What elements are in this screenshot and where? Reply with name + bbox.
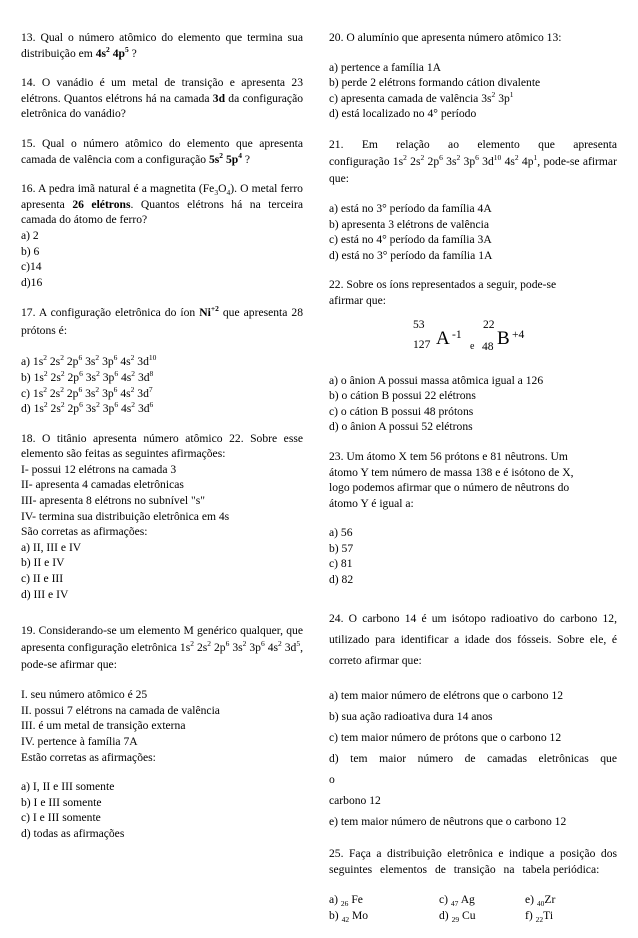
q16-line1a: 16. A pedra imã natural é a magnetita (Fe <box>21 182 215 196</box>
ion-b-symbol: B <box>497 327 510 349</box>
q25-b-symbol: Mo <box>351 908 369 922</box>
ion-a-mass-number: 127 <box>413 337 431 351</box>
q17-ion: Ni <box>199 306 211 320</box>
question-22 <box>329 277 617 435</box>
q24-option-d-cont: carbono 12 <box>329 793 381 807</box>
q25-a-symbol: Fe <box>351 892 363 906</box>
q16-option-a: a) 2 <box>21 228 39 242</box>
q18-item-3: III- apresenta 8 elétrons no subnível "s" <box>21 494 205 508</box>
q19-line2-exp: 2 <box>190 639 194 649</box>
q18-stem <box>21 431 303 462</box>
q14-line2c: da <box>228 91 240 105</box>
q18-item-1: I- possui 12 elétrons na camada 3 <box>21 462 177 476</box>
q16-line2c: . Quantos elétrons há na <box>130 197 261 211</box>
q20-option-d: d) está localizado no 4° período <box>329 107 477 121</box>
q17-option-b-exp: 8 <box>149 368 154 378</box>
q23-line1: 23. Um átomo X tem 56 prótons e 81 nêutrons. Um <box>329 449 568 463</box>
question-13 <box>21 30 303 61</box>
q20-stem: 20. O alumínio que apresenta número atômico 13: <box>329 31 562 44</box>
q25-d-label: d) <box>439 908 449 922</box>
q14-line3: configuração eletrônica do vanádio? <box>21 91 304 121</box>
q16-line1b: O <box>218 182 227 196</box>
q22-option-c: c) o cátion B possui 48 prótons <box>329 404 474 418</box>
ion-conjunction: e <box>470 340 475 352</box>
q22-option-b: b) o cátion B possui 22 elétrons <box>329 389 476 403</box>
q15-end: ? <box>244 152 251 166</box>
q15-exp2: 4 <box>238 150 242 160</box>
q16-line2a: ferro apresenta <box>21 182 303 211</box>
q24-option-e: e) tem maior número de nêutrons que o carbono 12 <box>329 814 567 828</box>
q25-element-d <box>439 908 476 924</box>
q25-element-c <box>439 892 475 908</box>
q18-instruction: São corretas as afirmações: <box>21 525 148 539</box>
ion-a-symbol: A <box>436 327 450 349</box>
q16-option-c: c)14 <box>21 260 42 274</box>
q14-shell: 3d <box>212 91 226 105</box>
q19-item-1: I. seu número atômico é 25 <box>21 688 148 702</box>
q17-option-c-exp: 7 <box>148 384 153 394</box>
q24-option-a: a) tem maior número de elétrons que o carbono 12 <box>329 688 564 702</box>
q25-c-symbol: Ag <box>460 892 475 906</box>
q25-e-symbol: Zr <box>544 892 556 906</box>
q21-line3: afirmar que: <box>329 154 617 185</box>
q17-line1a: 17. A configuração eletrônica do íon <box>21 306 196 320</box>
q13-text: 13. Qual o número atômico do elemento que termina sua distribuição em <box>21 31 303 60</box>
question-23 <box>329 449 617 588</box>
q24-option-c: c) tem maior número de prótons que o carbono 12 <box>329 730 562 744</box>
left-column <box>21 30 303 856</box>
q16-stem <box>21 181 303 228</box>
q25-f-symbol: Ti <box>543 908 554 922</box>
q17-option-a-label: a) <box>21 355 31 369</box>
q25-e-z: 40 <box>536 898 545 908</box>
q25-a-label: a) <box>329 892 339 906</box>
q17-option-d: d) $1s^2$ $2s^2$ $2p^6$ $3s^2$ $3p^6$ $4s^2$ $3d^6$ <box>21 400 154 416</box>
ion-b-charge: +4 <box>512 327 525 341</box>
q14-line2a: elétrons. Quantos elétrons há na camada <box>21 91 210 105</box>
question-21 <box>329 136 617 263</box>
q19-item-2: II. possui 7 elétrons na camada de valência <box>21 703 220 717</box>
q23-line4: átomo Y é igual a: <box>329 496 414 510</box>
q13-config: 4s <box>95 46 107 60</box>
q15-line1: 15. Qual o número atômico do elemento que apresenta <box>21 136 303 150</box>
q17-stem <box>21 304 303 340</box>
q25-line2: dos seguintes elementos de transição na tabela <box>329 846 617 876</box>
q17-option-d-exp: 6 <box>149 400 154 410</box>
q21-option-b: b) apresenta 3 elétrons de valência <box>329 217 489 231</box>
q25-b-z: 42 <box>341 914 350 924</box>
q17-option-d-label: d) <box>21 402 31 416</box>
right-column <box>329 30 617 938</box>
q19-option-b: b) I e III somente <box>21 795 102 809</box>
q17-option-c-last: 3d <box>137 386 149 400</box>
q16-line3: terceira camada do átomo de ferro? <box>21 197 303 227</box>
question-25 <box>329 846 617 924</box>
q20-option-c-exp: 1 <box>509 89 514 99</box>
ion-b-mass-number: 48 <box>482 339 494 353</box>
q18-line2: elemento são feitas as seguintes afirmações: <box>21 447 226 461</box>
q20-option-c: c) apresenta camada de valência $3s^2$ $3p^1$ <box>329 89 514 105</box>
question-17 <box>21 304 303 416</box>
q24-stem <box>329 608 617 671</box>
q13-exp2: 5 <box>124 44 129 54</box>
q15-line2: camada de valência com a configuração <box>21 152 207 166</box>
q24-line3: ele, é correto afirmar que: <box>329 632 617 667</box>
q16-line1c: ). O metal <box>230 182 278 196</box>
q20-option-a: a) pertence a família 1A <box>329 60 442 74</box>
q16-electrons: 26 elétrons <box>72 197 131 211</box>
q17-option-b-label: b) <box>21 370 31 384</box>
q18-option-d: d) III e IV <box>21 587 69 601</box>
q21-stem: 21. Em relação ao elemento que apresenta configuração $1s^2$ $2s^2$ $2p^6$ $3s^2$ $3p^6$ $3d^{10}$ $4s^2$ $4p^1$, pode-se afirmar que: <box>329 137 617 185</box>
q23-option-b: b) 57 <box>329 541 354 555</box>
q25-stem <box>329 846 617 878</box>
q22-option-d: d) o ânion A possui 52 elétrons <box>329 420 473 434</box>
q24-option-d: d) tem maior número de camadas eletrônicas que o <box>329 751 617 786</box>
question-24 <box>329 608 617 832</box>
q25-c-z: 47 <box>450 898 459 908</box>
q18-item-4: IV- termina sua distribuição eletrônica em 4s <box>21 509 230 523</box>
q21-option-d: d) está no 3° período da família 1A <box>329 248 493 262</box>
q13-config2: 4p <box>112 46 125 60</box>
q18-option-c: c) II e III <box>21 572 64 586</box>
q23-option-a: a) 56 <box>329 526 353 540</box>
q23-option-c: c) 81 <box>329 557 353 571</box>
q25-f-z: 22 <box>535 914 544 924</box>
q24-option-b: b) sua ação radioativa dura 14 anos <box>329 709 493 723</box>
ion-a-charge: -1 <box>452 327 462 341</box>
q19-item-4: IV. pertence à família 7A <box>21 735 138 748</box>
q18-line1: 18. O titânio apresenta número atômico 22. Sobre esse <box>21 431 303 445</box>
q17-option-c-label: c) <box>21 386 31 400</box>
q23-option-d: d) 82 <box>329 573 354 587</box>
q17-option-c: c) $1s^2$ $2s^2$ $2p^6$ $3s^2$ $3p^6$ $4s^2$ $3d^7$ <box>21 384 153 400</box>
q25-b-label: b) <box>329 908 339 922</box>
q25-line1: 25. Faça a distribuição eletrônica e indique a posição <box>329 846 596 860</box>
q18-item-2: II- apresenta 4 camadas eletrônicas <box>21 478 184 492</box>
q15-config2: 5p <box>225 152 239 166</box>
q22-line2: afirmar que: <box>329 293 386 307</box>
q25-line3: periódica: <box>552 862 600 876</box>
q20-option-c-text: c) apresenta camada de valência 3s <box>329 91 492 105</box>
q25-element-e <box>525 892 555 908</box>
q22-option-a: a) o ânion A possui massa atômica igual a 126 <box>329 373 544 387</box>
ion-notation <box>329 313 617 359</box>
q17-line1b: que <box>222 306 240 320</box>
q19-item-3: III. é um metal de transição externa <box>21 719 186 733</box>
q17-option-a-last: 3d <box>137 355 149 369</box>
q21-option-a: a) está no 3° período da família 4A <box>329 201 492 215</box>
q25-d-symbol: Cu <box>461 908 476 922</box>
q20-option-c-config2: 3p <box>498 91 510 105</box>
ion-a-atomic-number: 53 <box>413 317 425 331</box>
question-20 <box>329 30 617 122</box>
question-15 <box>21 136 303 167</box>
q21-option-c: c) está no 4° período da família 3A <box>329 233 492 247</box>
q21-line1: 21. Em relação ao elemento que apresenta <box>329 137 617 151</box>
q17-line2: apresenta 28 prótons é: <box>21 306 304 338</box>
q25-element-a <box>329 892 363 908</box>
q18-option-b: b) II e IV <box>21 556 65 570</box>
q25-f-label: f) <box>525 908 533 922</box>
q25-c-label: c) <box>439 892 449 906</box>
q25-element-b <box>329 908 368 924</box>
q21-line2-end: , pode-se <box>537 154 580 168</box>
q25-elements <box>329 892 617 924</box>
q19-instruction: Estão corretas as afirmações: <box>21 750 156 764</box>
q21-line2a: configuração 1s <box>329 154 404 168</box>
q25-e-label: e) <box>525 892 535 906</box>
q24-line2: 12, utilizado para identificar a idade dos fósseis. Sobre <box>329 611 617 646</box>
q17-option-d-last: 3d <box>137 402 150 416</box>
q17-option-a-exp: 10 <box>148 353 157 363</box>
q13-end: ? <box>131 46 137 60</box>
q23-line2: átomo Y tem número de massa 138 e é isótono de X, <box>329 465 574 479</box>
q16-option-d: d)16 <box>21 275 43 289</box>
q16-sub1: 3 <box>214 188 219 198</box>
q25-a-z: 26 <box>340 898 349 908</box>
q19-option-c: c) I e III somente <box>21 811 101 825</box>
question-16 <box>21 181 303 290</box>
q17-option-b-last: 3d <box>137 370 150 384</box>
q19-option-d: d) todas as afirmações <box>21 826 125 840</box>
question-18 <box>21 431 303 603</box>
q16-sub2: 4 <box>226 188 231 198</box>
q24-line1: 24. O carbono 14 é um isótopo radioativo do carbono <box>329 611 598 625</box>
q17-charge: +2 <box>210 304 219 314</box>
q23-line3: logo podemos afirmar que o número de nêutrons do <box>329 481 570 495</box>
q22-line1: 22. Sobre os íons representados a seguir, pode-se <box>329 278 557 292</box>
ion-b-atomic-number: 22 <box>483 317 495 331</box>
q18-option-a: a) II, III e IV <box>21 540 82 554</box>
q19-stem: 19. Considerando-se um elemento M genérico qualquer, que apresenta configuração eletrônica $1s^2$ $2s^2$ $2p^6$ $3s^2$ $3p^6$ $4s^2$ $3d^5$, pode-se afirmar que: <box>21 624 303 672</box>
q16-option-b: b) 6 <box>21 244 40 258</box>
q25-element-f <box>525 908 553 924</box>
q15-config: 5s <box>208 152 220 166</box>
q14-line1: 14. O vanádio é um metal de transição e apresenta 23 <box>21 76 303 90</box>
q19-line2a: qualquer, que apresenta configuração eletrônica 1s <box>21 624 303 655</box>
q13-exp1: 2 <box>106 44 110 54</box>
q19-line1: 19. Considerando-se um elemento M genérico <box>21 624 237 638</box>
q20-option-b: b) perde 2 elétrons formando cátion divalente <box>329 76 541 90</box>
q25-d-z: 29 <box>451 914 460 924</box>
question-14 <box>21 75 303 122</box>
q15-exp1: 2 <box>219 150 224 160</box>
q17-option-a: a) $1s^2$ $2s^2$ $2p^6$ $3s^2$ $3p^6$ $4s^2$ $3d^{10}$ <box>21 353 157 369</box>
q17-option-b: b) $1s^2$ $2s^2$ $2p^6$ $3s^2$ $3p^6$ $4s^2$ $3d^8$ <box>21 368 154 384</box>
q19-option-a: a) I, II e III somente <box>21 780 115 794</box>
question-19 <box>21 622 303 841</box>
q19-line3-end: , pode-se afirmar que: <box>21 641 303 672</box>
